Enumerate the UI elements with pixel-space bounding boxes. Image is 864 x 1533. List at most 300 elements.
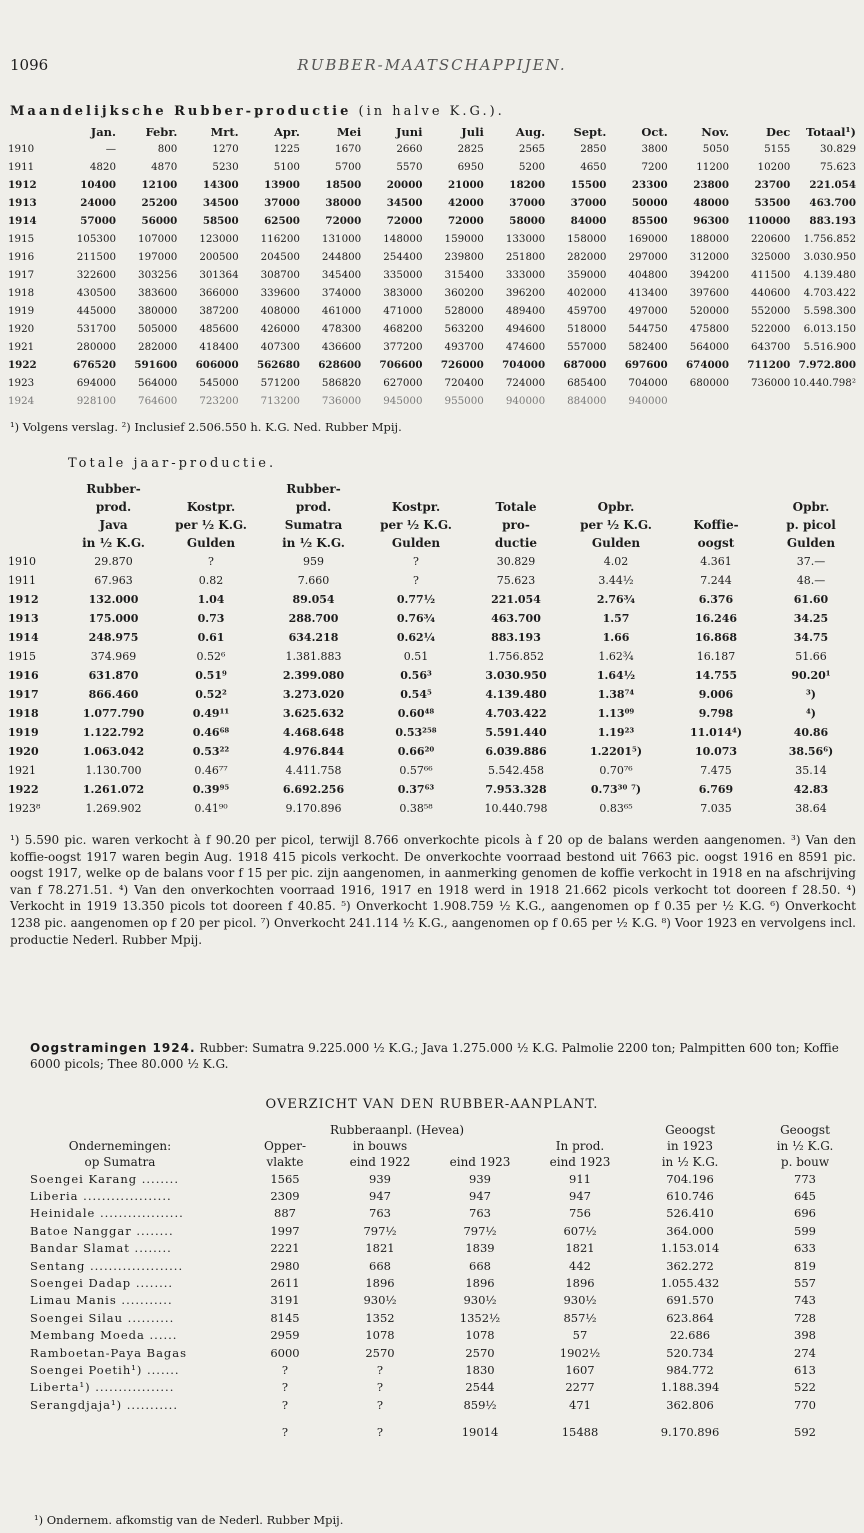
table-cell: 10.073: [694, 745, 738, 758]
table-cell: 75.623: [496, 574, 536, 587]
table-cell: 0.52⁶: [196, 650, 226, 663]
table-cell: 387200: [199, 305, 239, 317]
table-cell: 694000: [76, 377, 117, 389]
table-row: [4, 176, 856, 194]
table-cell: 374000: [321, 287, 362, 299]
table-cell: 489400: [505, 305, 546, 317]
table-cell: 16.868: [694, 631, 738, 644]
table-cell: 883.193: [491, 631, 541, 644]
table-row: [0, 1309, 860, 1326]
table-cell: 23700: [754, 179, 791, 191]
table-row: [0, 1222, 860, 1239]
table-cell: 866.460: [88, 688, 139, 701]
table-cell: 105300: [76, 233, 117, 245]
monthly-header-row: [4, 124, 856, 140]
column-header: Nov.: [701, 125, 730, 139]
table-cell: 475800: [689, 323, 730, 335]
table-cell: 169000: [628, 233, 668, 245]
year-cell: 1916: [8, 669, 39, 682]
table-cell: 398: [794, 1328, 816, 1343]
table-cell: 13900: [264, 179, 300, 191]
annual-header-row: [4, 534, 856, 552]
column-header: [366, 480, 466, 498]
table-cell: 736000: [751, 377, 791, 389]
table-cell: 0.70⁷⁶: [599, 764, 633, 777]
table-cell: 3191: [270, 1293, 300, 1308]
table-cell: 4.703.422: [485, 707, 547, 720]
year-cell: 1921: [8, 341, 35, 353]
table-cell: 5.516.900: [803, 341, 856, 353]
table-cell: 10.440.798: [484, 802, 548, 815]
table-cell: 2277: [565, 1380, 595, 1395]
table-cell: 197000: [138, 251, 178, 263]
table-row: [0, 1292, 860, 1309]
estate-name: Limau Manis ...........: [30, 1293, 173, 1308]
column-header: [466, 480, 566, 498]
table-cell: 797½: [363, 1223, 397, 1238]
harvest-estimates-text: Rubber: Sumatra 9.225.000 ½ K.G.; Java 1.275.000 ½ K.G. Palmolie 2200 ton; Palmpitten 600 ton; Koffie 6000 picols; Thee 80.000 ½ K.G.: [30, 1041, 839, 1071]
estate-name: Soengei Poetih¹) .......: [30, 1362, 180, 1377]
table-cell: 23800: [693, 179, 730, 191]
column-header: Geoogst: [665, 1123, 715, 1137]
table-cell: 544750: [628, 323, 668, 335]
table-cell: 6000: [270, 1345, 300, 1360]
estate-name: Membang Moeda ......: [30, 1328, 178, 1343]
table-cell: 763: [369, 1206, 391, 1221]
table-cell: 3.273.020: [282, 688, 345, 701]
table-cell: 756: [569, 1206, 591, 1221]
table-cell: [668, 392, 729, 410]
table-cell: 1830: [465, 1362, 495, 1377]
table-cell: 239800: [444, 251, 484, 263]
column-header: [566, 480, 666, 498]
table-row: [4, 338, 856, 356]
monthly-caption-unit: (in halve K.G.).: [351, 104, 505, 119]
table-cell: 763: [469, 1206, 491, 1221]
column-header: Rubber-: [286, 482, 341, 496]
table-cell: 25200: [141, 197, 178, 209]
table-cell: 61.60: [793, 593, 829, 606]
table-cell: 685400: [567, 377, 607, 389]
monthly-footnote: ¹) Volgens verslag. ²) Inclusief 2.506.550 h. K.G. Ned. Rubber Mpij.: [10, 420, 402, 434]
table-row: [4, 392, 856, 410]
table-cell: 5050: [702, 143, 730, 155]
table-cell: 562680: [256, 359, 300, 371]
table-cell: 4820: [89, 161, 117, 173]
table-cell: 471000: [383, 305, 423, 317]
table-cell: 5570: [396, 161, 423, 173]
column-header: Java: [99, 518, 128, 532]
table-cell: 0.73³⁰ ⁷): [590, 783, 642, 796]
table-cell: 928100: [76, 395, 117, 407]
table-cell: 563200: [444, 323, 484, 335]
table-cell: 221.054: [491, 593, 541, 606]
column-header: per ½ K.G.: [380, 518, 452, 532]
table-cell: 1565: [270, 1171, 300, 1186]
table-cell: 1078: [465, 1328, 495, 1343]
table-cell: 1078: [365, 1328, 395, 1343]
table-cell: 5.542.458: [488, 764, 544, 777]
table-cell: 404800: [628, 269, 668, 281]
table-cell: 315400: [444, 269, 484, 281]
table-cell: 485600: [199, 323, 239, 335]
table-cell: 696: [794, 1206, 816, 1221]
table-cell: 859½: [463, 1397, 497, 1412]
table-cell: 322600: [76, 269, 117, 281]
column-header: [666, 480, 766, 498]
table-cell: 1.13⁰⁹: [597, 707, 635, 720]
table-cell: 911: [569, 1171, 591, 1186]
table-cell: 522000: [751, 323, 791, 335]
table-row: [4, 666, 856, 685]
table-cell: 1.188.394: [660, 1380, 720, 1395]
table-cell: 6.039.886: [485, 745, 547, 758]
table-cell: 339600: [260, 287, 300, 299]
year-cell: 1923⁸: [8, 802, 41, 815]
table-cell: 680000: [689, 377, 730, 389]
table-cell: 148000: [383, 233, 423, 245]
table-cell: 3.44½: [598, 574, 634, 587]
table-cell: 1607: [565, 1362, 595, 1377]
year-cell: 1922: [8, 783, 39, 796]
estate-name: Liberta¹) .................: [30, 1380, 175, 1395]
table-cell: 221.054: [809, 179, 856, 191]
table-cell: 50000: [631, 197, 668, 209]
year-cell: 1917: [8, 269, 35, 281]
table-cell: 955000: [444, 395, 484, 407]
table-cell: 610.746: [666, 1189, 714, 1204]
year-cell: 1912: [8, 179, 37, 191]
table-cell: 4.361: [700, 555, 732, 568]
page-header: [0, 56, 864, 80]
table-cell: 29.870: [94, 555, 133, 568]
table-cell: 773: [794, 1171, 816, 1186]
total-cell: 592: [794, 1425, 816, 1440]
table-cell: 463.700: [809, 197, 856, 209]
table-row: [4, 320, 856, 338]
total-cell: 9.170.896: [660, 1425, 720, 1440]
table-cell: 770: [794, 1397, 816, 1412]
table-cell: 2980: [270, 1258, 300, 1273]
table-cell: 75.623: [819, 161, 856, 173]
column-header: Febr.: [145, 125, 178, 139]
table-cell: 0.51⁹: [195, 669, 227, 682]
estate-name: Liberia ...................: [30, 1189, 172, 1204]
estate-name: Soengei Dadap ........: [30, 1276, 174, 1291]
table-cell: 1.055.432: [660, 1276, 720, 1291]
column-header: Jan.: [90, 125, 117, 139]
estate-name: Sentang ....................: [30, 1258, 184, 1273]
table-cell: 333000: [505, 269, 546, 281]
table-cell: 728: [794, 1310, 816, 1325]
table-cell: 8145: [270, 1310, 300, 1325]
table-cell: 220600: [751, 233, 791, 245]
monthly-caption-main: Maandelijksche Rubber-productie: [10, 104, 352, 119]
estate-name: Bandar Slamat ........: [30, 1241, 172, 1256]
table-cell: 96300: [693, 215, 730, 227]
table-cell: 18500: [325, 179, 362, 191]
table-cell: 37000: [509, 197, 546, 209]
table-cell: 6.692.256: [282, 783, 345, 796]
table-row: [4, 647, 856, 666]
table-cell: 84000: [570, 215, 607, 227]
table-cell: 582400: [628, 341, 668, 353]
table-cell: 16.246: [694, 612, 738, 625]
table-cell: 4870: [151, 161, 178, 173]
table-cell: 0.54⁵: [400, 688, 432, 701]
table-cell: 16.187: [696, 650, 736, 663]
table-cell: 461000: [321, 305, 362, 317]
year-cell: 1920: [8, 745, 39, 758]
year-cell: 1910: [8, 143, 35, 155]
table-cell: 736000: [321, 395, 362, 407]
table-cell: 691.570: [666, 1293, 714, 1308]
table-cell: 383600: [138, 287, 178, 299]
table-cell: 607½: [563, 1223, 597, 1238]
table-cell: 1.381.883: [285, 650, 342, 663]
table-cell: 930½: [563, 1293, 597, 1308]
table-cell: 2565: [518, 143, 546, 155]
column-header: in ½ K.G.: [82, 536, 145, 550]
table-cell: 244800: [321, 251, 362, 263]
table-cell: 606000: [195, 359, 239, 371]
table-cell: 0.53²²: [192, 745, 230, 758]
table-cell: 2.399.080: [282, 669, 345, 682]
table-row: [4, 723, 856, 742]
table-cell: 394200: [689, 269, 730, 281]
annual-header-row: [4, 480, 856, 498]
table-cell: 2.76¾: [596, 593, 636, 606]
table-cell: 0.60⁴⁸: [397, 707, 435, 720]
table-cell: 397600: [689, 287, 730, 299]
table-cell: —: [105, 143, 117, 155]
page-number: 1096: [10, 56, 49, 74]
table-cell: 325000: [751, 251, 791, 263]
table-cell: 668: [369, 1258, 391, 1273]
column-header: Dec: [766, 125, 791, 139]
table-cell: 2221: [270, 1241, 300, 1256]
table-cell: 1821: [565, 1241, 595, 1256]
table-cell: 57000: [80, 215, 117, 227]
table-cell: 38.64: [795, 802, 827, 815]
table-cell: 377200: [383, 341, 423, 353]
table-cell: 463.700: [491, 612, 541, 625]
table-cell: 6.376: [698, 593, 734, 606]
column-header: in 1923: [667, 1139, 713, 1153]
table-cell: 947: [369, 1189, 391, 1204]
table-cell: 552000: [751, 305, 791, 317]
table-cell: 623.864: [666, 1310, 714, 1325]
column-header: [4, 498, 66, 516]
table-cell: 5.598.300: [803, 305, 856, 317]
table-row: [0, 1379, 860, 1396]
table-cell: 1896: [465, 1276, 495, 1291]
table-cell: 9.170.896: [285, 802, 342, 815]
column-header: Opbr.: [597, 500, 635, 514]
column-header: [0, 1122, 240, 1138]
year-cell: 1913: [8, 197, 37, 209]
table-cell: 2309: [270, 1189, 300, 1204]
table-cell: 1.269.902: [85, 802, 142, 815]
table-cell: 34500: [386, 197, 423, 209]
table-cell: 599: [794, 1223, 816, 1238]
table-cell: 335000: [383, 269, 423, 281]
table-cell: 407300: [260, 341, 300, 353]
table-cell: 58000: [509, 215, 546, 227]
table-cell: 940000: [505, 395, 546, 407]
column-header: Apr.: [273, 125, 300, 139]
column-header: [4, 516, 66, 534]
column-header: Aug.: [515, 125, 546, 139]
table-cell: 5700: [335, 161, 362, 173]
table-row: [4, 780, 856, 799]
plantation-note: ¹) Ondernem. afkomstig van de Nederl. Rubber Mpij.: [34, 1513, 344, 1527]
table-cell: 402000: [567, 287, 607, 299]
column-header: in ½ K.G.: [282, 536, 345, 550]
table-cell: 11.014⁴): [689, 726, 743, 739]
table-cell: 2850: [580, 143, 607, 155]
column-header: Mei: [336, 125, 362, 139]
table-cell: 687000: [563, 359, 607, 371]
table-cell: 711200: [747, 359, 791, 371]
column-header: [4, 534, 66, 552]
table-cell: 7.660: [297, 574, 330, 587]
table-cell: 1.62¾: [598, 650, 634, 663]
table-cell: 301364: [199, 269, 239, 281]
table-cell: 7200: [641, 161, 668, 173]
table-cell: ?: [376, 1380, 384, 1395]
table-cell: 51.66: [795, 650, 827, 663]
table-cell: 613: [794, 1362, 816, 1377]
table-row: [0, 1344, 860, 1361]
column-header: per ½ K.G.: [175, 518, 247, 532]
table-cell: 360200: [444, 287, 484, 299]
table-cell: ⁴): [805, 707, 817, 720]
column-header: [4, 124, 53, 140]
column-header: [240, 1122, 330, 1138]
table-cell: 131000: [321, 233, 362, 245]
year-cell: 1923: [8, 377, 35, 389]
table-cell: 40.86: [793, 726, 829, 739]
monthly-production-table: [4, 124, 856, 410]
table-row: [4, 158, 856, 176]
table-row: [4, 356, 856, 374]
table-cell: 14.755: [694, 669, 738, 682]
table-cell: 297000: [628, 251, 668, 263]
table-cell: ?: [376, 1397, 384, 1412]
table-cell: 0.53²⁵⁸: [395, 726, 437, 739]
table-cell: 282000: [138, 341, 178, 353]
table-cell: 3.030.950: [803, 251, 856, 263]
table-cell: 819: [794, 1258, 816, 1273]
year-cell: 1911: [8, 574, 36, 587]
table-cell: 724000: [505, 377, 546, 389]
table-cell: 57: [572, 1328, 588, 1343]
plantation-title: OVERZICHT VAN DEN RUBBER-AANPLANT.: [265, 1097, 599, 1112]
table-cell: 1896: [365, 1276, 395, 1291]
table-cell: 62500: [264, 215, 300, 227]
year-cell: 1919: [8, 305, 35, 317]
table-cell: 494600: [505, 323, 546, 335]
year-cell: 1913: [8, 612, 39, 625]
table-cell: 0.76¾: [396, 612, 436, 625]
column-header: Kostpr.: [186, 500, 236, 514]
table-cell: 0.46⁷⁷: [194, 764, 228, 777]
table-row: [4, 628, 856, 647]
table-cell: 945000: [383, 395, 423, 407]
table-cell: 884000: [567, 395, 607, 407]
table-cell: ?: [413, 574, 419, 587]
column-header: prod.: [295, 500, 332, 514]
table-cell: 557: [794, 1276, 816, 1291]
table-cell: 0.38⁵⁸: [399, 802, 433, 815]
table-cell: 4.976.844: [282, 745, 345, 758]
table-cell: 668: [469, 1258, 491, 1273]
table-cell: 939: [369, 1171, 391, 1186]
column-header: In prod.: [555, 1139, 605, 1153]
table-cell: 21000: [448, 179, 484, 191]
table-cell: 440600: [751, 287, 791, 299]
table-cell: 883.193: [809, 215, 856, 227]
plantation-header-row: [0, 1154, 860, 1170]
table-cell: 643700: [751, 341, 791, 353]
table-cell: 396200: [505, 287, 546, 299]
column-header: Rubberaanpl. (Hevea): [330, 1123, 465, 1137]
table-cell: 35.14: [795, 764, 827, 777]
column-header: Sept.: [573, 125, 607, 139]
plantation-table: [0, 1122, 860, 1439]
column-header: eind 1923: [549, 1155, 611, 1169]
running-title: RUBBER-MAATSCHAPPIJEN.: [297, 56, 567, 74]
table-cell: 586820: [321, 377, 362, 389]
table-cell: 34.25: [793, 612, 829, 625]
table-cell: 56000: [141, 215, 178, 227]
table-cell: 18200: [509, 179, 546, 191]
estate-name: Soengei Silau ..........: [30, 1310, 175, 1325]
table-row: [4, 230, 856, 248]
table-cell: 1997: [270, 1223, 300, 1238]
table-cell: 697600: [624, 359, 668, 371]
table-cell: 591600: [134, 359, 178, 371]
table-cell: 1225: [273, 143, 300, 155]
table-cell: 10200: [757, 161, 791, 173]
table-cell: 1.077.790: [82, 707, 145, 720]
year-cell: 1917: [8, 688, 39, 701]
table-cell: 123000: [199, 233, 239, 245]
harvest-estimates-lead: Oogstramingen 1924.: [30, 1041, 196, 1055]
table-cell: 564000: [689, 341, 730, 353]
table-cell: ?: [376, 1362, 384, 1377]
year-cell: 1915: [8, 650, 36, 663]
table-cell: 9.006: [698, 688, 734, 701]
table-cell: 505000: [138, 323, 178, 335]
year-cell: 1919: [8, 726, 39, 739]
table-cell: 23300: [631, 179, 668, 191]
table-cell: 380000: [138, 305, 178, 317]
table-cell: 4.02: [603, 555, 629, 568]
annual-caption: Totale jaar-productie.: [68, 456, 277, 471]
table-cell: [790, 392, 856, 410]
column-header: Gulden: [786, 536, 836, 550]
column-header: Ondernemingen:: [68, 1139, 172, 1153]
table-cell: 3800: [641, 143, 668, 155]
table-cell: 408000: [260, 305, 300, 317]
table-cell: 797½: [463, 1223, 497, 1238]
plantation-header-row: [0, 1122, 860, 1138]
table-cell: 30.829: [819, 143, 856, 155]
annual-header-row: [4, 498, 856, 516]
table-cell: 204500: [260, 251, 300, 263]
